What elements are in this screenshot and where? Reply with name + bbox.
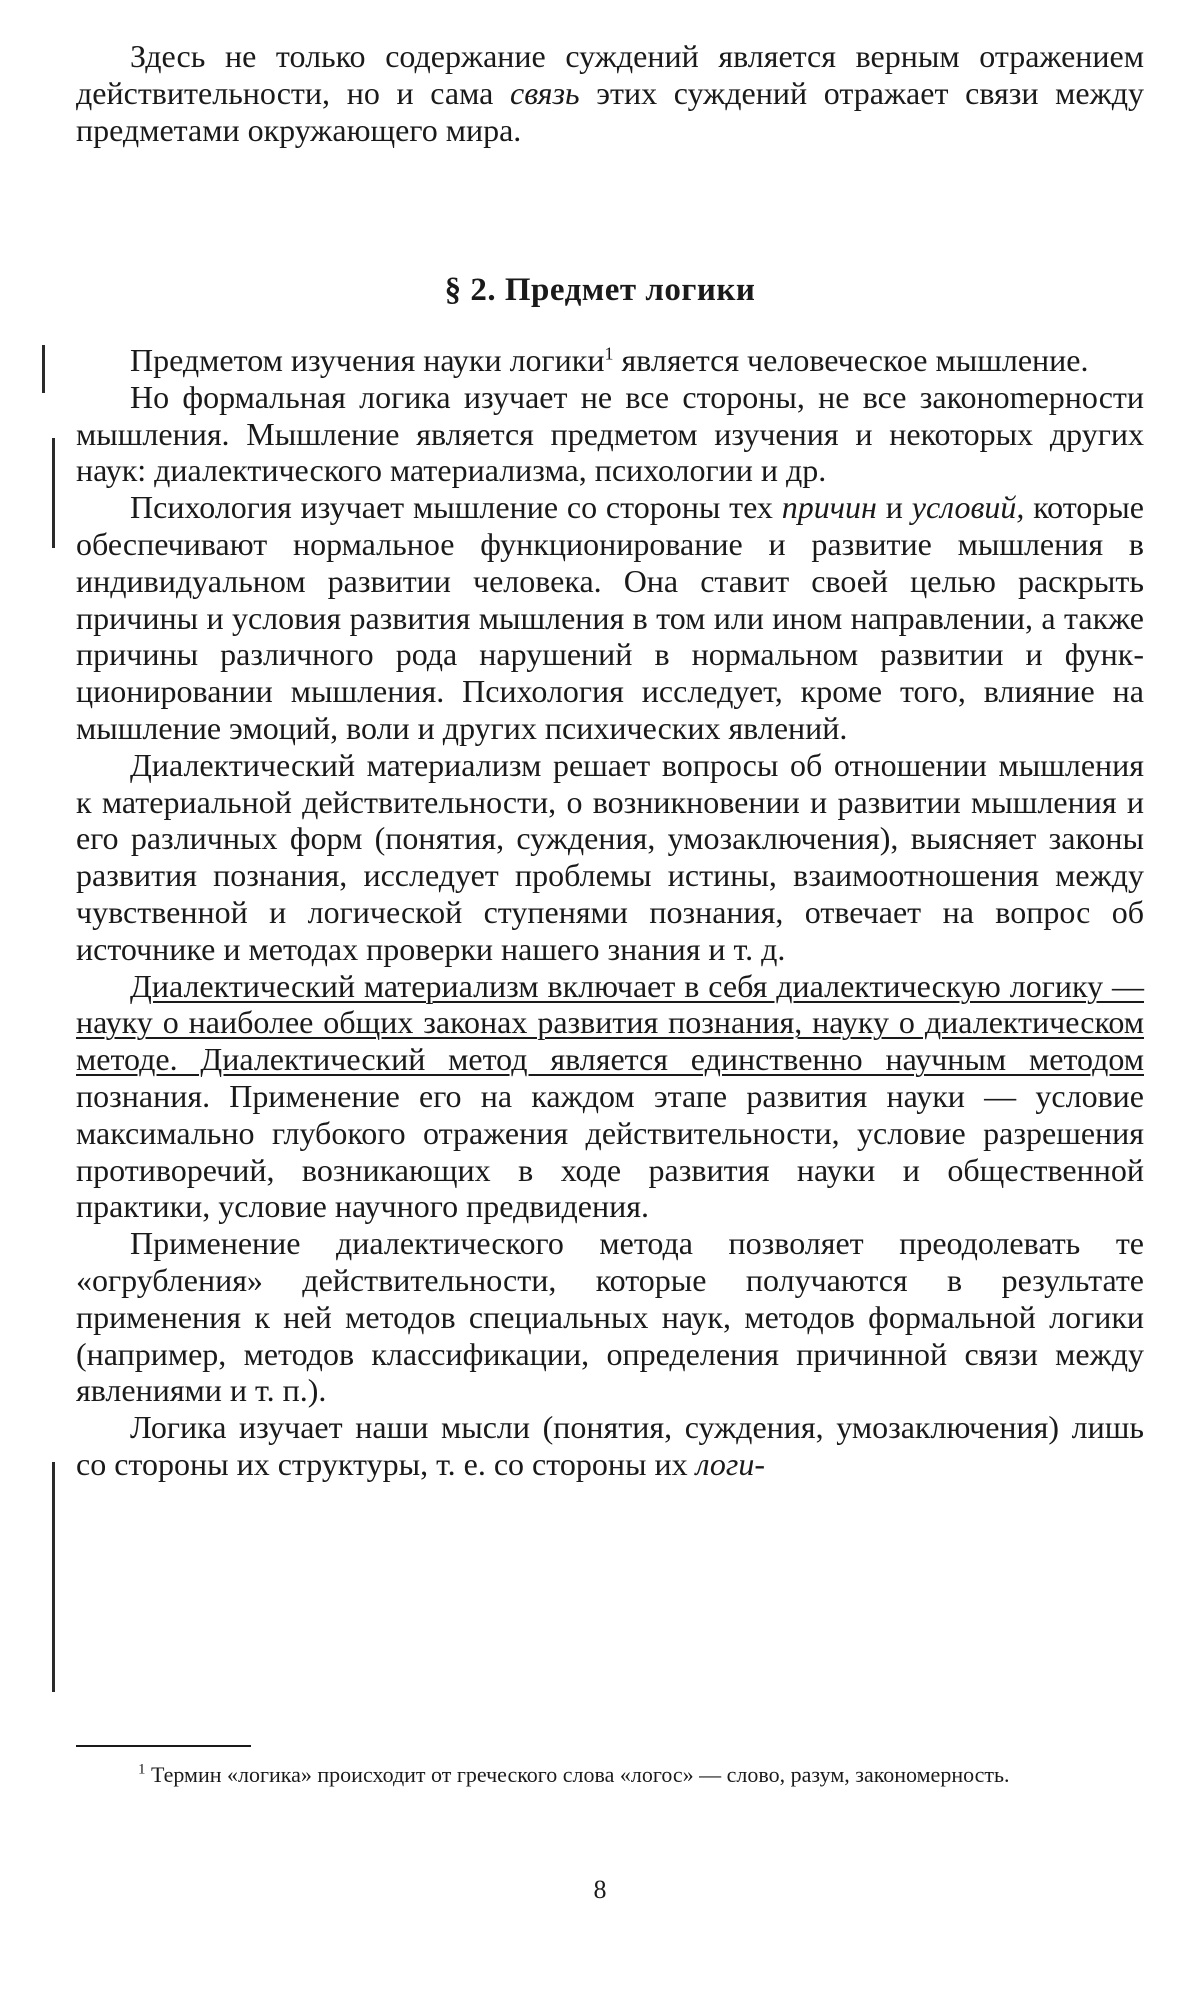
- footnote: [76, 1762, 1144, 1788]
- intro-text-start: Здесь не только содержание суждений является верным отражением действительности, но и сама: [76, 38, 1144, 111]
- section-heading: § 2. Предмет логики: [444, 272, 756, 308]
- paragraph-5-underlined: Диалектический материализм включает в себя диалектическую логику — науку о наиболее общих законах развития познания, науку о диалектическом методе. Диалектический метод является единственно научным методом: [76, 967, 1144, 1078]
- paragraph-7-emphasis: логи-: [695, 1445, 766, 1482]
- footnote-divider: [76, 1745, 251, 1747]
- footnote-marker: 1: [138, 1761, 146, 1778]
- paragraph-1-end: является человеческое мышление.: [613, 342, 1089, 378]
- paragraph-2: Но формальная логика изучает не все стороны, не все законоmерности мышления. Мышление является предметом изучения и некоторых других наук: диалектического материализма, психологии и др.: [76, 378, 1144, 489]
- page-number: 8: [593, 1875, 607, 1904]
- footnote-text: Термин «логика» происходит от греческого слова «логос» — слово, разум, закономерность.: [145, 1762, 1010, 1787]
- intro-text: [76, 38, 1144, 148]
- paragraph-3: [76, 489, 1144, 747]
- paragraph-3-start: Психология изучает мышление со стороны тех: [130, 489, 782, 526]
- paragraph-4: Диалектический материализм решает вопросы об отношении мышления к материальной действительности, о возникновении и развитии мышления и его различных форм (понятия, суждения, умозаключения), выясняет законы развития познания, исследует проблемы истины, взаимоотношения между чувственной и логической ступенями познания, отвечает на вопрос об источнике и методах проверки нашего знания и т. д.: [76, 746, 1144, 967]
- paragraph-7: [76, 1409, 1144, 1483]
- margin-pencil-mark: [52, 438, 55, 548]
- paragraph-3-mid: и: [876, 489, 912, 526]
- section-body: [76, 342, 1144, 1483]
- intro-text-end: этих суждений отражает связи между предметами окружающего мира.: [76, 74, 1145, 148]
- paragraph-5: [76, 968, 1144, 1226]
- paragraph-3-emphasis-1: причин: [781, 489, 877, 526]
- paragraph-6: Применение диалектического метода позволяет преодолевать те «огрубления» действительности, которые получаются в результате применения к ней методов специальных наук, методов формальной логики (например, методов классификации, определения причинной связи между явлениями и т. п.).: [76, 1225, 1144, 1409]
- paragraph-1-start: Предметом изучения науки логики: [130, 342, 605, 378]
- intro-paragraph: [76, 38, 1144, 148]
- margin-pencil-mark: [52, 1462, 55, 1692]
- intro-emphasis: связь: [510, 74, 580, 111]
- paragraph-3-emphasis-2: условий,: [911, 489, 1025, 526]
- margin-pencil-mark: [42, 345, 45, 393]
- paragraph-1: [76, 342, 1144, 379]
- paragraph-7-start: Логика изучает наши мысли (понятия, суждения, умозаключения) лишь со стороны их структуры, т. е. со стороны их: [76, 1409, 1144, 1482]
- footnote-reference: 1: [604, 343, 614, 364]
- paragraph-3-end: которые обеспечивают нормальное функционирование и развитие мышления в индивидуальном развитии человека. Она ставит своей целью раскрыть причины и условия развития мышления в том или ином направлении, а также причины различного рода нарушений в нормальном развитии и функционировании мышления. Психология исследует, кроме того, влияние на мышление эмоций, воли и других психических явлений.: [76, 489, 1145, 746]
- paragraph-5-end: познания. Применение его на каждом этапе развития науки — условие максимально глубокого отражения действительности, условие разрешения противоречий, возникающих в ходе развития науки и общественной практики, условие научного предвидения.: [76, 1077, 1144, 1225]
